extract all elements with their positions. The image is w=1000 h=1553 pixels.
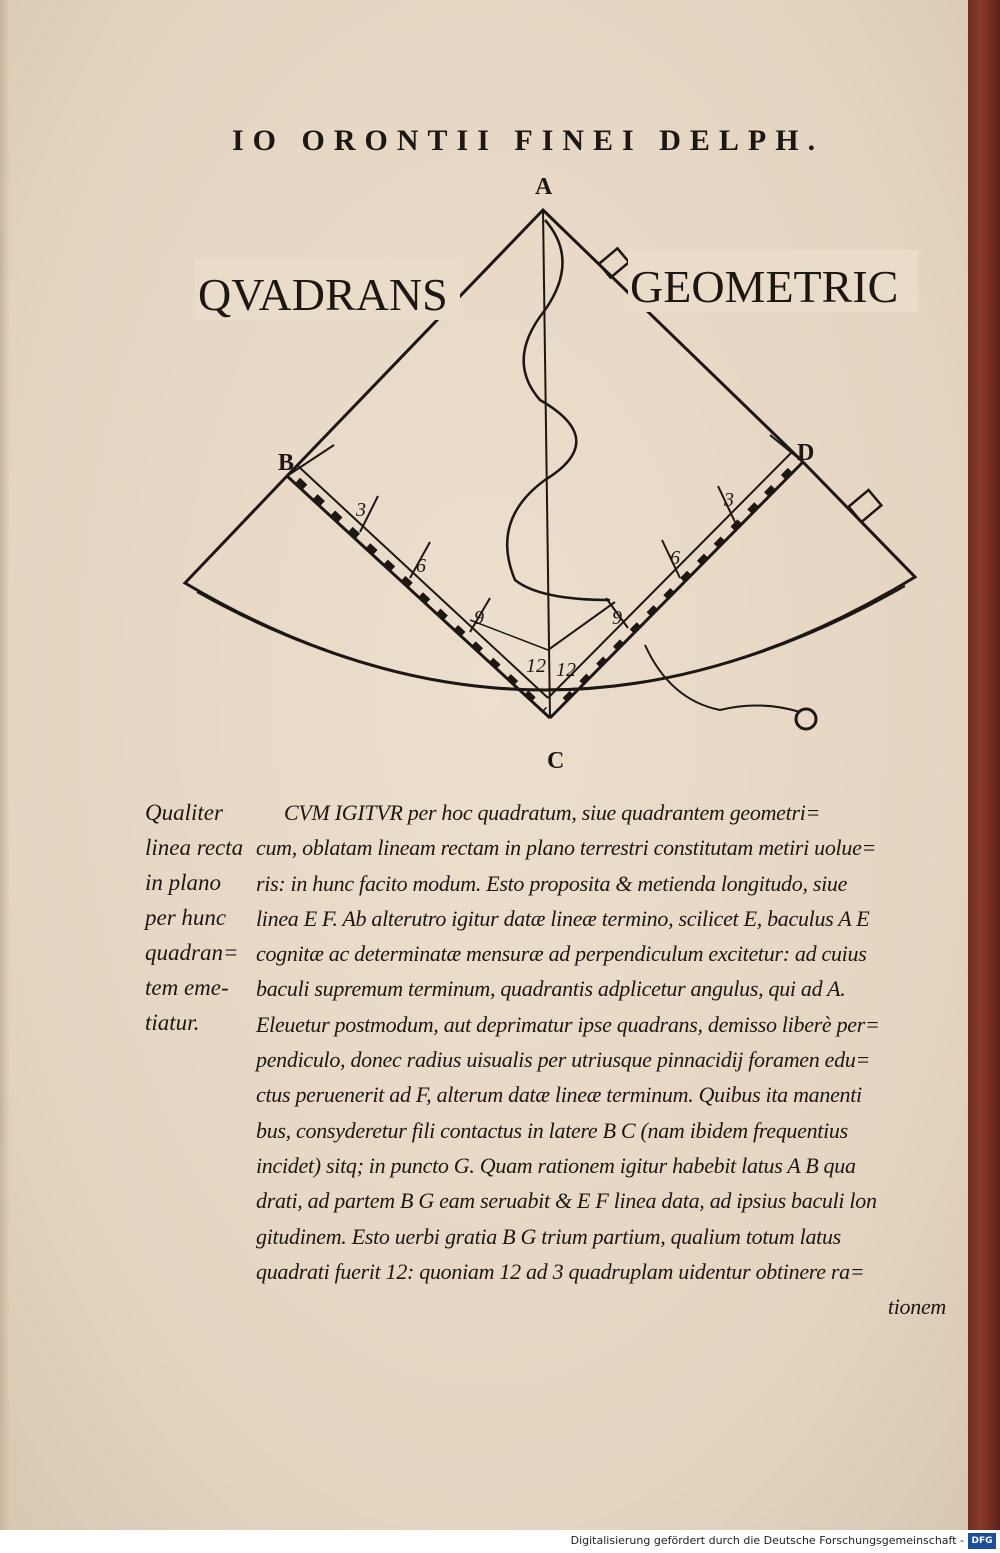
plumb-weight <box>796 709 816 729</box>
body-line: gitudinem. Esto uerbi gratia B G trium partium, qualium totum latus <box>256 1223 841 1249</box>
quadrant-arc-inner <box>197 586 905 690</box>
margin-note-line: per hunc <box>145 905 227 930</box>
body-line: baculi supremum terminum, quadrantis adplicetur angulus, qui ad A. <box>256 976 846 1002</box>
body-line: bus, consyderetur fili contactus in latere B C (nam ibidem frequentius <box>256 1117 848 1143</box>
margin-note <box>145 795 255 1040</box>
margin-note-line: tem eme- <box>145 975 229 1000</box>
body-line: cognitæ ac determinatæ mensuræ ad perpendiculum excitetur: ad cuius <box>256 941 867 967</box>
margin-note-line: tiatur. <box>145 1010 200 1035</box>
body-line: linea E F. Ab alterutro igitur datæ lineæ termino, scilicet E, baculus A E <box>256 905 870 931</box>
geometric-quadrant-figure <box>0 160 970 780</box>
scale-left-12: 12 <box>526 655 546 677</box>
sight-vane-left <box>599 248 629 277</box>
point-label-b: B <box>278 450 295 476</box>
scale-right-12: 12 <box>556 659 576 681</box>
scale-right-6: 6 <box>670 547 680 569</box>
body-line: cum, oblatam lineam rectam in plano terrestri constitutam metiri uolue= <box>256 835 877 861</box>
plumb-cord <box>507 220 610 600</box>
margin-note-line: Qualiter <box>145 800 223 825</box>
point-label-a: A <box>535 174 553 200</box>
dfg-logo-icon: DFG <box>968 1533 996 1549</box>
point-label-d: D <box>797 440 815 466</box>
figure-title-right: GEOMETRIC <box>630 261 899 312</box>
digitization-footer <box>0 1530 1000 1553</box>
body-line: incidet) sitq; in puncto G. Quam rationem igitur habebit latus A B qua <box>256 1152 856 1178</box>
body-line: quadrati fuerit 12: quoniam 12 ad 3 quadruplam uidentur obtinere ra= <box>256 1258 865 1284</box>
funding-credit: Digitalisierung gefördert durch die Deutsche Forschungsgemeinschaft - <box>570 1534 964 1547</box>
scale-left-3: 3 <box>356 499 366 521</box>
catchword: tionem <box>887 1294 946 1320</box>
running-header: IO ORONTII FINEI DELPH. <box>232 124 825 157</box>
body-line: ris: in hunc facito modum. Esto proposita & metienda longitudo, siue <box>256 870 848 896</box>
body-line: pendiculo, donec radius uisualis per utriusque pinnacidij foramen edu= <box>256 1047 871 1073</box>
margin-note-line: quadran= <box>145 940 239 965</box>
margin-note-line: linea recta <box>145 835 244 860</box>
scale-left-6: 6 <box>416 555 426 577</box>
body-line: CVM IGITVR per hoc quadratum, siue quadrantem geometri= <box>284 800 821 825</box>
body-line: drati, ad partem B G eam seruabit & E F linea data, ad ipsius baculi lon <box>256 1188 877 1214</box>
scale-right-3: 3 <box>724 489 734 511</box>
margin-note-line: in plano <box>145 870 222 895</box>
sight-vane-right <box>849 490 882 522</box>
point-label-c: C <box>547 748 565 774</box>
book-cover-edge <box>968 0 1000 1530</box>
scale-right-9: 9 <box>612 607 622 629</box>
scale-left-9: 9 <box>474 607 484 629</box>
body-line: ctus peruenerit ad F, alterum datæ lineæ terminum. Quibus ita manenti <box>256 1082 862 1108</box>
body-line: Eleuetur postmodum, aut deprimatur ipse quadrans, demisso liberè per= <box>256 1011 880 1037</box>
body-paragraph <box>256 795 946 1324</box>
figure-title-left: QVADRANS <box>198 269 448 320</box>
plumb-line <box>543 210 550 718</box>
